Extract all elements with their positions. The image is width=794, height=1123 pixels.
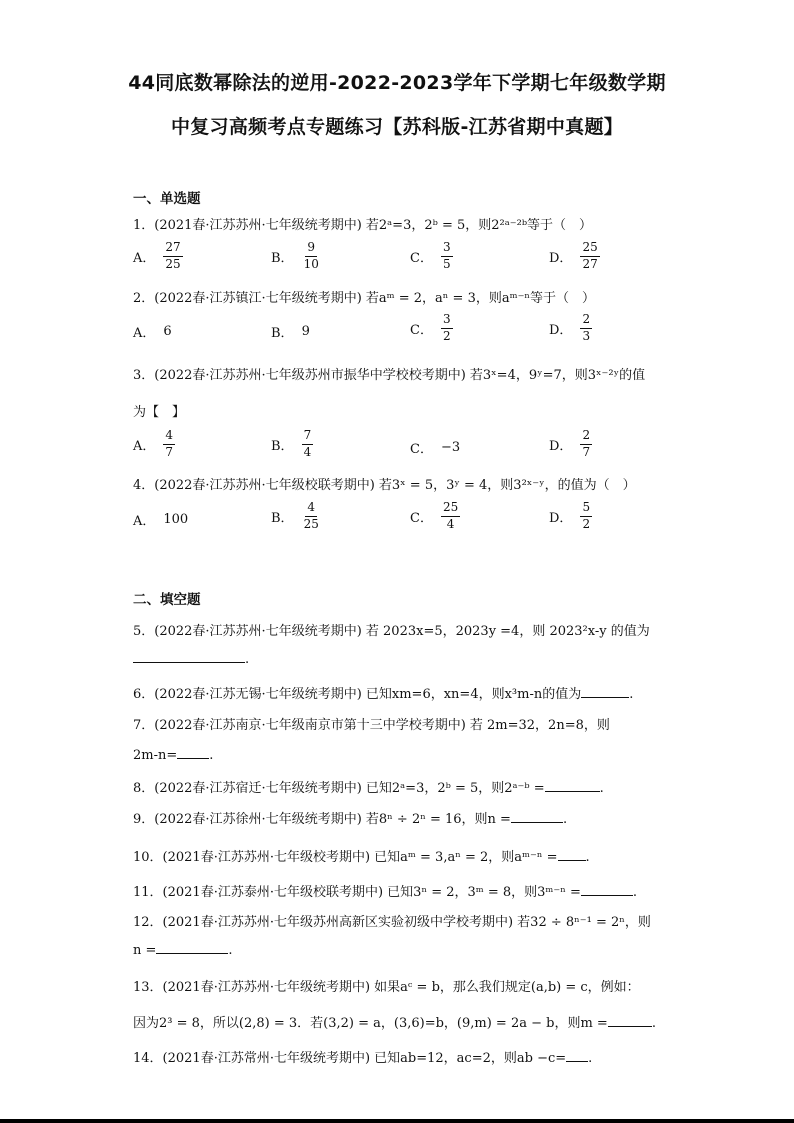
question-7-stem-cont	[133, 746, 213, 763]
denominator: 25	[303, 516, 319, 531]
question-9-stem	[133, 808, 567, 827]
denominator: 27	[582, 256, 598, 271]
question-13-stem-cont	[133, 1012, 656, 1031]
question-13-text: 因为2³ = 8，所以(2,8) = 3．若(3,2) = a，(3,6)=b，(9,m) = 2a − b，则m =	[133, 1016, 608, 1031]
sentence-end: .	[629, 687, 634, 702]
denominator: 4	[446, 516, 455, 531]
option-label: B．	[271, 250, 294, 266]
option-label: D．	[549, 250, 573, 266]
q1-option-a	[133, 241, 183, 272]
q1-option-d	[549, 241, 600, 272]
answer-blank[interactable]	[566, 1049, 588, 1062]
option-value: −3	[440, 440, 461, 455]
denominator: 7	[582, 444, 591, 459]
fraction	[580, 501, 592, 532]
question-10-text: 10．(2021春·江苏苏州·七年级校考期中) 已知aᵐ = 3,aⁿ = 2，则aᵐ⁻ⁿ =	[133, 850, 558, 865]
denominator: 7	[165, 444, 174, 459]
sentence-end: .	[228, 943, 233, 958]
answer-blank[interactable]	[177, 746, 209, 759]
option-label: A．	[133, 514, 156, 529]
option-label: B．	[271, 326, 294, 341]
option-value: 6	[163, 324, 172, 339]
q4-option-b	[271, 501, 321, 532]
denominator: 3	[582, 328, 591, 343]
question-6-stem	[133, 683, 633, 702]
q3-option-c	[410, 438, 460, 457]
question-3-stem: 3．(2022春·江苏苏州·七年级苏州市振华中学校校考期中) 若3ˣ=4，9ʸ=7，则3ˣ⁻²ʸ的值	[133, 368, 646, 383]
question-6-text: 6．(2022春·江苏无锡·七年级统考期中) 已知xm=6，xn=4，则x³m-n的值为	[133, 687, 582, 702]
q1-option-b	[271, 241, 321, 272]
option-label: C．	[410, 250, 433, 266]
question-13-stem: 13．(2021春·江苏苏州·七年级统考期中) 如果aᶜ = b，那么我们规定(a,b) = c，例如：	[133, 980, 640, 995]
page-title-line-2: 中复习高频考点专题练习【苏科版-江苏省期中真题】	[170, 116, 624, 138]
denominator: 2	[442, 328, 451, 343]
question-12-stem: 12．(2021春·江苏苏州·七年级苏州高新区实验初级中学校考期中) 若32 ÷ 8ⁿ⁻¹ = 2ⁿ，则	[133, 915, 651, 930]
fraction	[580, 429, 592, 460]
fraction	[302, 429, 314, 460]
answer-blank[interactable]	[608, 1014, 652, 1027]
option-label: B．	[271, 510, 294, 526]
option-label: C．	[410, 510, 433, 526]
numerator: 3	[441, 241, 453, 257]
question-10-stem	[133, 846, 590, 865]
fraction	[441, 241, 453, 272]
numerator: 7	[302, 429, 314, 445]
numerator: 4	[163, 429, 175, 445]
numerator: 2	[580, 429, 592, 445]
fraction	[441, 313, 453, 344]
fraction	[441, 501, 460, 532]
question-2-stem: 2．(2022春·江苏镇江·七年级统考期中) 若aᵐ = 2，aⁿ = 3，则aᵐ⁻ⁿ等于（ ）	[133, 291, 596, 306]
q3-option-d	[549, 429, 592, 460]
section-heading-single-choice: 一、单选题	[133, 191, 201, 207]
option-label: D．	[549, 322, 573, 338]
q4-option-c	[410, 501, 460, 532]
option-label: A．	[133, 250, 156, 266]
numerator: 25	[580, 241, 599, 257]
question-14-text: 14．(2021春·江苏常州·七年级统考期中) 已知ab=12，ac=2，则ab −c=	[133, 1051, 567, 1066]
denominator: 5	[442, 256, 451, 271]
option-label: A．	[133, 326, 156, 341]
option-value: 9	[301, 324, 310, 339]
numerator: 5	[580, 501, 592, 517]
denominator: 4	[303, 444, 312, 459]
question-5-stem: 5．(2022春·江苏苏州·七年级统考期中) 若 2023x=5，2023y =4，则 2023²x-y 的值为	[133, 624, 650, 639]
option-label: B．	[271, 438, 294, 454]
numerator: 4	[305, 501, 317, 517]
answer-blank[interactable]	[133, 650, 245, 663]
numerator: 9	[305, 241, 317, 257]
numerator: 2	[580, 313, 592, 329]
sentence-end: .	[245, 652, 250, 667]
sentence-end: .	[588, 1051, 593, 1066]
denominator: 25	[165, 256, 181, 271]
option-label: D．	[549, 438, 573, 454]
question-12-text: n =	[133, 943, 157, 958]
q3-option-b	[271, 429, 313, 460]
q2-option-b	[271, 322, 310, 341]
answer-blank[interactable]	[558, 848, 586, 861]
answer-blank[interactable]	[156, 941, 228, 954]
q4-option-a	[133, 510, 188, 529]
answer-blank[interactable]	[545, 779, 600, 792]
question-5-answer-line	[133, 650, 249, 667]
sentence-end: .	[585, 850, 590, 865]
answer-blank[interactable]	[581, 685, 629, 698]
q2-option-d	[549, 313, 592, 344]
denominator: 10	[303, 256, 319, 271]
answer-blank[interactable]	[581, 883, 633, 896]
question-1-stem: 1．(2021春·江苏苏州·七年级统考期中) 若2ᵃ=3，2ᵇ = 5，则2²ᵃ⁻²ᵇ等于（ ）	[133, 218, 593, 233]
q2-option-a	[133, 322, 172, 341]
q1-option-c	[410, 241, 453, 272]
numerator: 25	[441, 501, 460, 517]
sentence-end: .	[651, 1016, 656, 1031]
option-label: C．	[410, 442, 433, 457]
answer-blank[interactable]	[511, 810, 563, 823]
option-label: D．	[549, 510, 573, 526]
question-7-text: 2m-n=	[133, 748, 178, 763]
fraction	[302, 501, 321, 532]
q3-option-a	[133, 429, 175, 460]
question-8-text: 8．(2022春·江苏宿迁·七年级统考期中) 已知2ᵃ=3，2ᵇ = 5，则2ᵃ⁻ᵇ =	[133, 781, 545, 796]
option-value: 100	[163, 512, 189, 527]
fraction	[163, 241, 182, 272]
sentence-end: .	[632, 885, 638, 900]
fraction	[580, 313, 592, 344]
question-4-stem: 4．(2022春·江苏苏州·七年级校联考期中) 若3ˣ = 5，3ʸ = 4，则3²ˣ⁻ʸ，的值为（ ）	[133, 478, 636, 493]
sentence-end: .	[599, 781, 604, 796]
fraction	[302, 241, 321, 272]
numerator: 27	[163, 241, 182, 257]
question-9-text: 9．(2022春·江苏徐州·七年级统考期中) 若8ⁿ ÷ 2ⁿ = 16，则n =	[133, 812, 511, 827]
section-heading-fill-in: 二、填空题	[133, 592, 201, 608]
denominator: 2	[582, 516, 591, 531]
page-title-line-1: 44同底数幂除法的逆用-2022-2023学年下学期七年级数学期	[128, 72, 666, 94]
question-12-stem-cont	[133, 941, 233, 958]
numerator: 3	[441, 313, 453, 329]
fraction	[580, 241, 599, 272]
fraction	[163, 429, 175, 460]
sentence-end: .	[562, 812, 568, 827]
question-8-stem	[133, 777, 604, 796]
option-label: C．	[410, 322, 433, 338]
question-11-stem	[133, 881, 637, 900]
option-label: A．	[133, 438, 156, 454]
q4-option-d	[549, 501, 592, 532]
page-bottom-border	[0, 1119, 794, 1123]
question-14-stem	[133, 1047, 592, 1066]
sentence-end: .	[209, 748, 214, 763]
q2-option-c	[410, 313, 453, 344]
question-11-text: 11．(2021春·江苏泰州·七年级校联考期中) 已知3ⁿ = 2，3ᵐ = 8，则3ᵐ⁻ⁿ =	[133, 885, 581, 900]
question-7-stem: 7．(2022春·江苏南京·七年级南京市第十三中学校考期中) 若 2m=32，2n=8，则	[133, 718, 610, 733]
question-3-stem-cont: 为【 】	[133, 405, 186, 420]
